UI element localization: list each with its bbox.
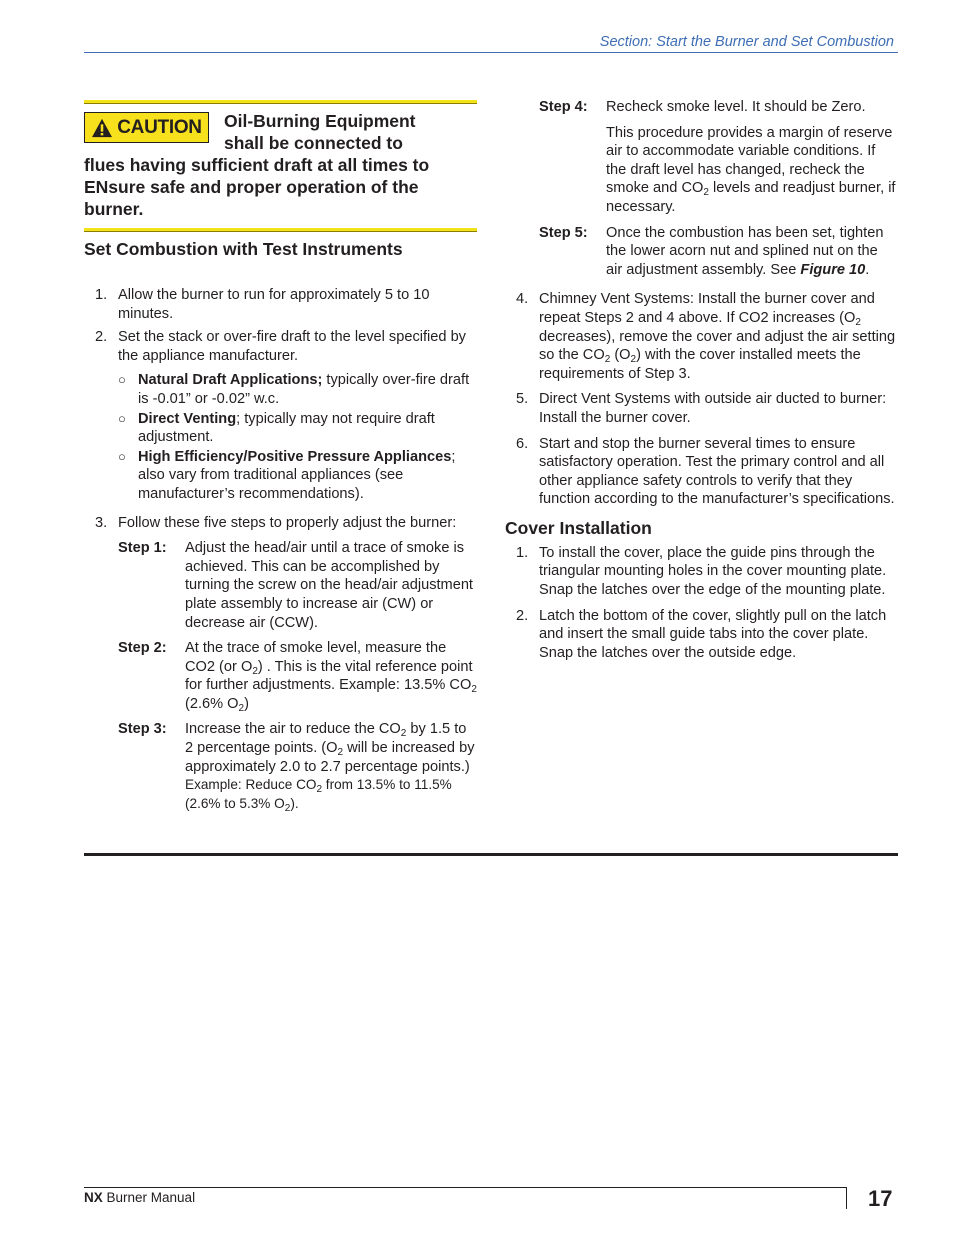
step-3 [118, 720, 477, 813]
item-text: Chimney Vent Systems: Install the burner cover and repeat Steps 2 and 4 above. If CO2 increases ($O_2$ decreases), remove the cover and adjust the air setting so the $CO_2$ $(O_2)$ with the cover installed meets the requirements of Step 3. [539, 291, 896, 382]
warning-icon [91, 118, 113, 138]
caution-line-1: Oil-Burning Equipment [224, 111, 416, 131]
step-label: Step 1: [118, 540, 167, 557]
item-text: To install the cover, place the guide pins through the triangular mounting holes in the cover mounting plate. Snap the latches over the edge of the mounting plate. [539, 544, 887, 599]
bullet-bold: Direct Venting [138, 410, 237, 427]
list-item [505, 435, 898, 509]
step-text: At the trace of smoke level, measure the CO2 (or $O_2$) . This is the vital reference point for further adjustments. Example: 13.5% $CO_2$ (2.6% $O_2$) [185, 640, 477, 714]
circle-bullet-icon: ○ [118, 372, 126, 388]
bullet-text: typically over-fire draft is -0.01” or -0.02” w.c. [138, 372, 470, 407]
list-item [505, 290, 898, 383]
step-text [606, 98, 898, 217]
item-text: Direct Vent Systems with outside air ducted to burner: Install the burner cover. [539, 391, 887, 426]
step-4-note: This procedure provides a margin of reserve air to accommodate variable conditions. If the draft level has changed, recheck the smoke and $CO_2$ levels and readjust burner, if necessary. [606, 124, 896, 215]
caution-top-rule [84, 100, 477, 104]
item-number: 1. [95, 287, 108, 303]
bullet-text: ; typically may not require draft adjustment. [138, 410, 435, 446]
caution-badge [84, 112, 209, 143]
item-text: Start and stop the burner several times to ensure satisfactory operation. Test the primary control and all other appliance safety controls to verify that they function according to the manufacturer’s specifications. [539, 435, 895, 508]
item-number: 4. [516, 291, 529, 308]
list-item [84, 286, 477, 323]
caution-notice [84, 110, 477, 220]
list-item [505, 544, 898, 600]
bullet-bold: Natural Draft Applications; [138, 372, 323, 389]
step-4-note-end: levels and readjust burner, if necessary. [606, 180, 896, 215]
step-5-text: Once the combustion has been set, tighten the lower acorn nut and splined nut on the air adjustment assembly. See [606, 224, 884, 278]
figure-10-link[interactable]: Figure 10 [800, 261, 866, 278]
step-4 [539, 98, 898, 217]
section-header: Section: Start the Burner and Set Combustion [599, 34, 894, 50]
item-text: Follow these five steps to properly adjust the burner: [118, 514, 457, 531]
bullet-bold: High Efficiency/Positive Pressure Appliances [138, 448, 452, 465]
caution-label: CAUTION [117, 116, 202, 138]
caution-line-2: shall be connected to [224, 133, 403, 153]
list-item [505, 607, 898, 663]
list-item [84, 514, 477, 814]
list-item [505, 390, 898, 427]
right-column [505, 96, 898, 662]
caution-text: flues having sufficient draft at all times to ENsure safe and proper operation of the burner. [84, 155, 430, 219]
step-label: Step 4: [539, 99, 588, 115]
step-text: Increase the air to reduce the $CO_2$ by 1.5 to 2 percentage points. ($O_2$ will be increased by approximately 2.0 to 2.7 percentage points.) Example: Reduce $CO_2$ from 13.5% to 11.5% (2.6% to 5.3% $O_2$). [185, 721, 475, 814]
left-column [84, 100, 477, 813]
list-item [84, 328, 477, 503]
cover-installation-heading: Cover Installation [505, 517, 652, 538]
footer-rule [84, 1187, 846, 1188]
header-rule [84, 52, 898, 53]
step-label: Step 5: [539, 224, 588, 241]
step-text: Once the combustion has been set, tighten the lower acorn nut and splined nut on the air adjustment assembly. See Figure 10. [606, 224, 884, 278]
caution-bottom-rule [84, 228, 477, 232]
item-number: 1. [516, 544, 529, 561]
circle-bullet-icon: ○ [118, 410, 126, 426]
footer-manual: Burner Manual [102, 1190, 196, 1205]
footer-divider [846, 1187, 847, 1209]
step-label: Step 2: [118, 640, 167, 657]
step-2 [118, 639, 477, 713]
set-combustion-heading: Set Combustion with Test Instruments [84, 239, 403, 259]
item-number: 2. [95, 329, 108, 346]
item-number: 5. [516, 391, 529, 408]
item-text: Set the stack or over-fire draft to the level specified by the appliance manufacturer. [118, 329, 466, 364]
step-text: Adjust the head/air until a trace of smoke is achieved. This can be accomplished by turning the screw on the head/air adjustment plate assembly to increase air (CW) or decrease air (CCW). [185, 540, 473, 631]
item-text: Allow the burner to run for approximately 5 to 10 minutes. [118, 287, 430, 322]
bullet-item [118, 410, 477, 447]
step-1 [118, 539, 477, 632]
bullet-item [118, 448, 477, 504]
page-number: 17 [868, 1186, 893, 1211]
bullet-text: ; also vary from traditional appliances (see manufacturer’s recommendations). [138, 448, 456, 502]
step-label: Step 3: [118, 721, 167, 738]
item-number: 3. [95, 514, 108, 531]
step-5 [539, 224, 898, 280]
step-4-line: Recheck smoke level. It should be Zero. [606, 99, 866, 115]
item-number: 2. [516, 607, 529, 624]
content-end-rule [84, 853, 898, 856]
footer-brand: NX [84, 1190, 103, 1205]
bullet-item [118, 371, 477, 408]
item-number: 6. [516, 435, 529, 452]
item-text: Latch the bottom of the cover, slightly pull on the latch and insert the small guide tabs into the cover plate. Snap the latches over the outside edge. [539, 607, 887, 661]
footer-title [84, 1190, 195, 1205]
circle-bullet-icon: ○ [118, 448, 126, 464]
